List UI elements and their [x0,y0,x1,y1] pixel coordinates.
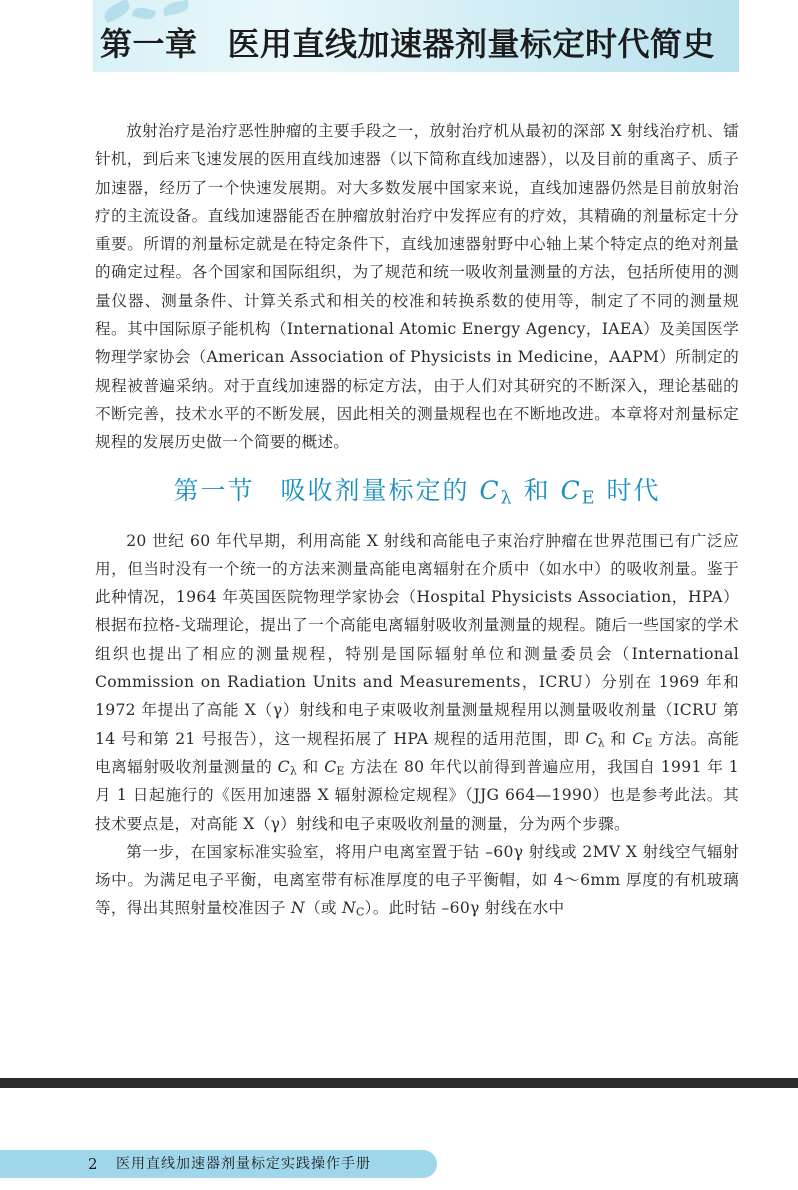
lambda-subscript: λ [289,764,298,778]
paragraph-text: 20 世纪 60 年代早期，利用高能 X 射线和高能电子束治疗肿瘤在世界范围已有广泛应用，但当时没有一个统一的方法来测量高能电离辐射在介质中（如水中）的吸收剂量。鉴于此种情况，1964 年英国医院物理学家协会（Hospital Physicists Association，HPA）根据布拉格-戈瑞理论，提出了一个高能电离辐射吸收剂量测量的规程。随后一些国家的学术组织也提出了相应的测量规程，特别是国际辐射单位和测量委员会（International Commission on Radiation Units and Measurements，ICRU）分别在 1969 年和 1972 年提出了高能 X（γ）射线和电子束吸收剂量测量规程用以测量吸收剂量（ICRU 第 14 号和第 21 号报告），这一规程拓展了 HPA 规程的适用范围，即 [95,531,739,748]
c-symbol: C [479,475,501,505]
and-text: 和 [302,757,319,776]
c-subscript: C [355,906,365,920]
and-text: 和 [610,729,627,748]
section-title-suffix: 时代 [606,475,661,505]
section-paragraph [95,838,739,923]
section-label: 第一节 [173,475,255,505]
c-symbol: C [277,757,290,776]
page-number: 2 [88,1155,98,1173]
section-and: 和 [523,475,551,505]
lambda-subscript: λ [500,487,514,508]
page-content [95,117,739,923]
paragraph-text: （或 [304,899,342,918]
c-symbol: C [324,757,337,776]
chapter-label: 第一章 [100,25,198,63]
chapter-title [100,22,715,66]
c-symbol: C [560,475,582,505]
page-divider-bar [0,1078,798,1088]
chapter-title-text: 医用直线加速器剂量标定时代简史 [227,25,716,63]
n-symbol: N [290,899,305,918]
section-paragraph [95,527,739,838]
section-title-prefix: 吸收剂量标定的 [280,475,470,505]
e-subscript: E [336,764,345,778]
c-symbol: C [632,729,645,748]
decorative-leaf-icon [132,5,156,21]
e-subscript: E [644,736,653,750]
section-title [95,471,739,511]
paragraph-text: 方法。高能电离辐射吸收剂量测量的 [95,729,739,776]
decorative-leaf-icon [101,0,132,23]
decorative-leaf-icon [162,0,190,16]
lambda-subscript: λ [597,736,605,750]
c-symbol: C [585,729,598,748]
book-title: 医用直线加速器剂量标定实践操作手册 [116,1156,371,1172]
paragraph-text: 方法在 80 年代以前得到普遍应用，我国自 1991 年 1 月 1 日起施行的《医用加速器 X 辐射源检定规程》（JJG 664—1990）也是参考此法。其技术要点是，对高能 X（γ）射线和电子束吸收剂量的测量，分为两个步骤。 [95,757,739,833]
paragraph-text: ）。此时钴 –60γ 射线在水中 [364,899,565,918]
e-subscript: E [581,487,597,508]
n-symbol: N [341,899,356,918]
paragraph-text: 第一步，在国家标准实验室，将用户电离室置于钴 –60γ 射线或 2MV X 射线空气辐射场中。为满足电子平衡，电离室带有标准厚度的电子平衡帽，如 4～6mm 厚度的有机玻璃等，得出其照射量校准因子 [95,842,739,918]
intro-paragraph: 放射治疗是治疗恶性肿瘤的主要手段之一，放射治疗机从最初的深部 X 射线治疗机、镭针机，到后来飞速发展的医用直线加速器（以下简称直线加速器），以及目前的重离子、质子加速器，经历了一个快速发展期。对大多数发展中国家来说，直线加速器仍然是目前放射治疗的主流设备。直线加速器能否在肿瘤放射治疗中发挥应有的疗效，其精确的剂量标定十分重要。所谓的剂量标定就是在特定条件下，直线加速器射野中心轴上某个特定点的绝对剂量的确定过程。各个国家和国际组织，为了规范和统一吸收剂量测量的方法，包括所使用的测量仪器、测量条件、计算关系式和相关的校准和转换系数的使用等，制定了不同的测量规程。其中国际原子能机构（International Atomic Energy Agency，IAEA）及美国医学物理学家协会（American Association of Physicists in Medicine，AAPM）所制定的规程被普遍采纳。对于直线加速器的标定方法，由于人们对其研究的不断深入，理论基础的不断完善，技术水平的不断发展，因此相关的测量规程也在不断地改进。本章将对剂量标定规程的发展历史做一个简要的概述。 [95,122,739,452]
